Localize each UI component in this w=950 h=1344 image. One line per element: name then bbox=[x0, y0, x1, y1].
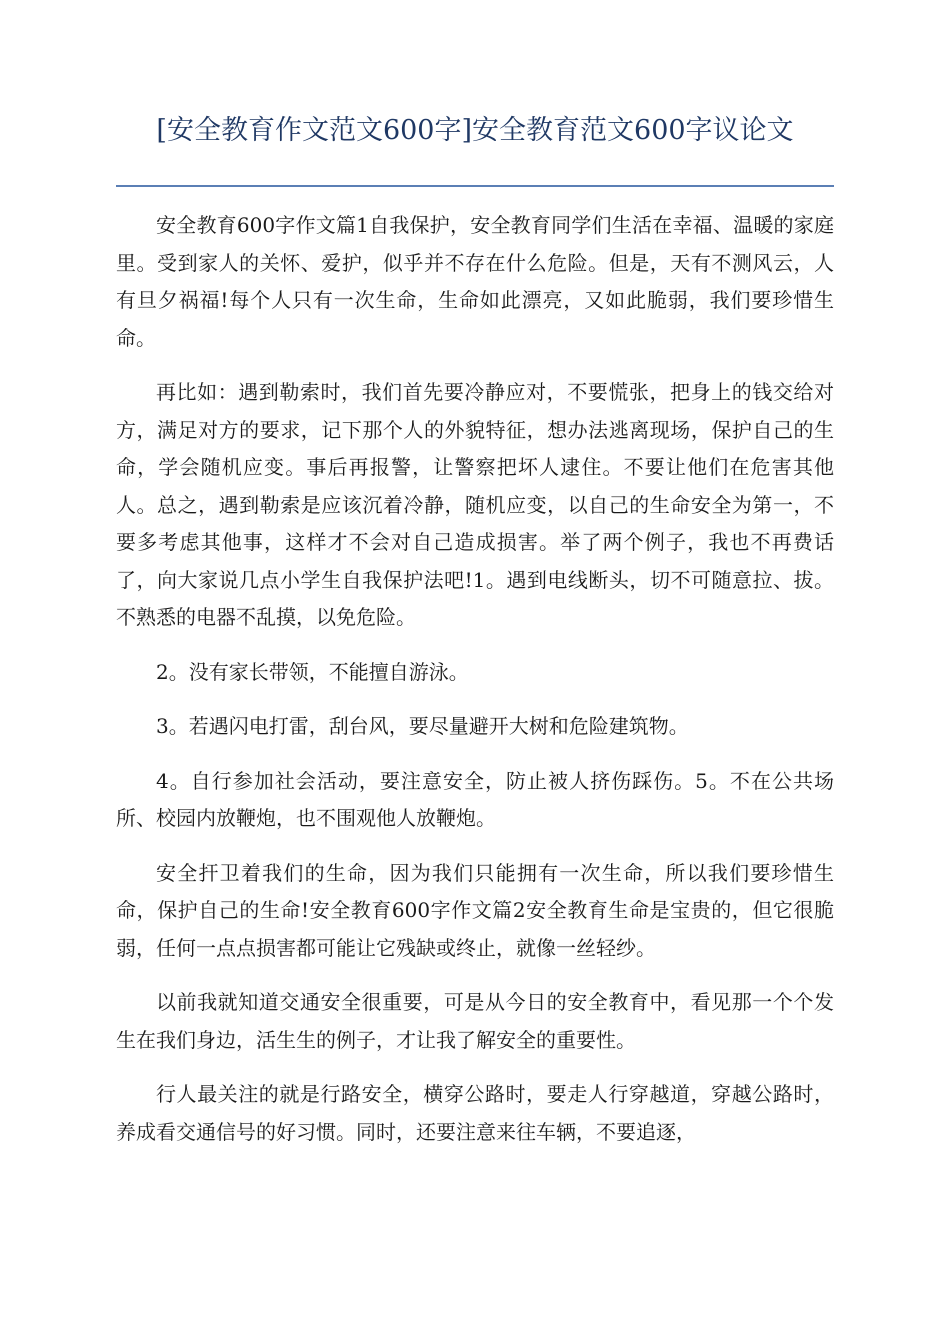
paragraph-8: 行人最关注的就是行路安全，横穿公路时，要走人行穿越道，穿越公路时，养成看交通信号的好习惯。同时，还要注意来往车辆，不要追逐， bbox=[116, 1082, 834, 1144]
paragraph-2: 再比如：遇到勒索时，我们首先要冷静应对，不要慌张，把身上的钱交给对方，满足对方的要求，记下那个人的外貌特征，想办法逃离现场，保护自己的生命，学会随机应变。事后再报警，让警察把坏人逮住。不要让他们在危害其他人。总之，遇到勒索是应该沉着冷静，随机应变，以自己的生命安全为第一，不要多考虑其他事，这样才不会对自己造成损害。举了两个例子，我也不再费话了，向大家说几点小学生自我保护法吧!1。遇到电线断头，切不可随意拉、拔。不熟悉的电器不乱摸，以免危险。 bbox=[116, 380, 834, 629]
title-divider bbox=[116, 185, 834, 187]
title-block bbox=[116, 112, 834, 150]
paragraph-4: 3。若遇闪电打雷，刮台风，要尽量避开大树和危险建筑物。 bbox=[156, 714, 689, 738]
article-body bbox=[116, 207, 834, 1168]
paragraph-5: 4。自行参加社会活动，要注意安全，防止被人挤伤踩伤。5。不在公共场所、校园内放鞭炮，也不围观他人放鞭炮。 bbox=[116, 768, 834, 830]
paragraph-6: 安全扞卫着我们的生命，因为我们只能拥有一次生命，所以我们要珍惜生命，保护自己的生命!安全教育600字作文篇2安全教育生命是宝贵的，但它很脆弱，任何一点点损害都可能让它残缺或终止，就像一丝轻纱。 bbox=[116, 860, 834, 960]
paragraph-1: 安全教育600字作文篇1自我保护，安全教育同学们生活在幸福、温暖的家庭里。受到家人的关怀、爱护，似乎并不存在什么危险。但是，天有不测风云，人有旦夕祸福!每个人只有一次生命，生命如此漂亮，又如此脆弱，我们要珍惜生命。 bbox=[116, 213, 834, 350]
paragraph-3: 2。没有家长带领，不能擅自游泳。 bbox=[156, 659, 469, 684]
paragraph-7: 以前我就知道交通安全很重要，可是从今日的安全教育中，看见那一个个发生在我们身边，活生生的例子，才让我了解安全的重要性。 bbox=[116, 990, 834, 1052]
page-title: [安全教育作文范文600字]安全教育范文600字议论文 bbox=[156, 115, 794, 146]
